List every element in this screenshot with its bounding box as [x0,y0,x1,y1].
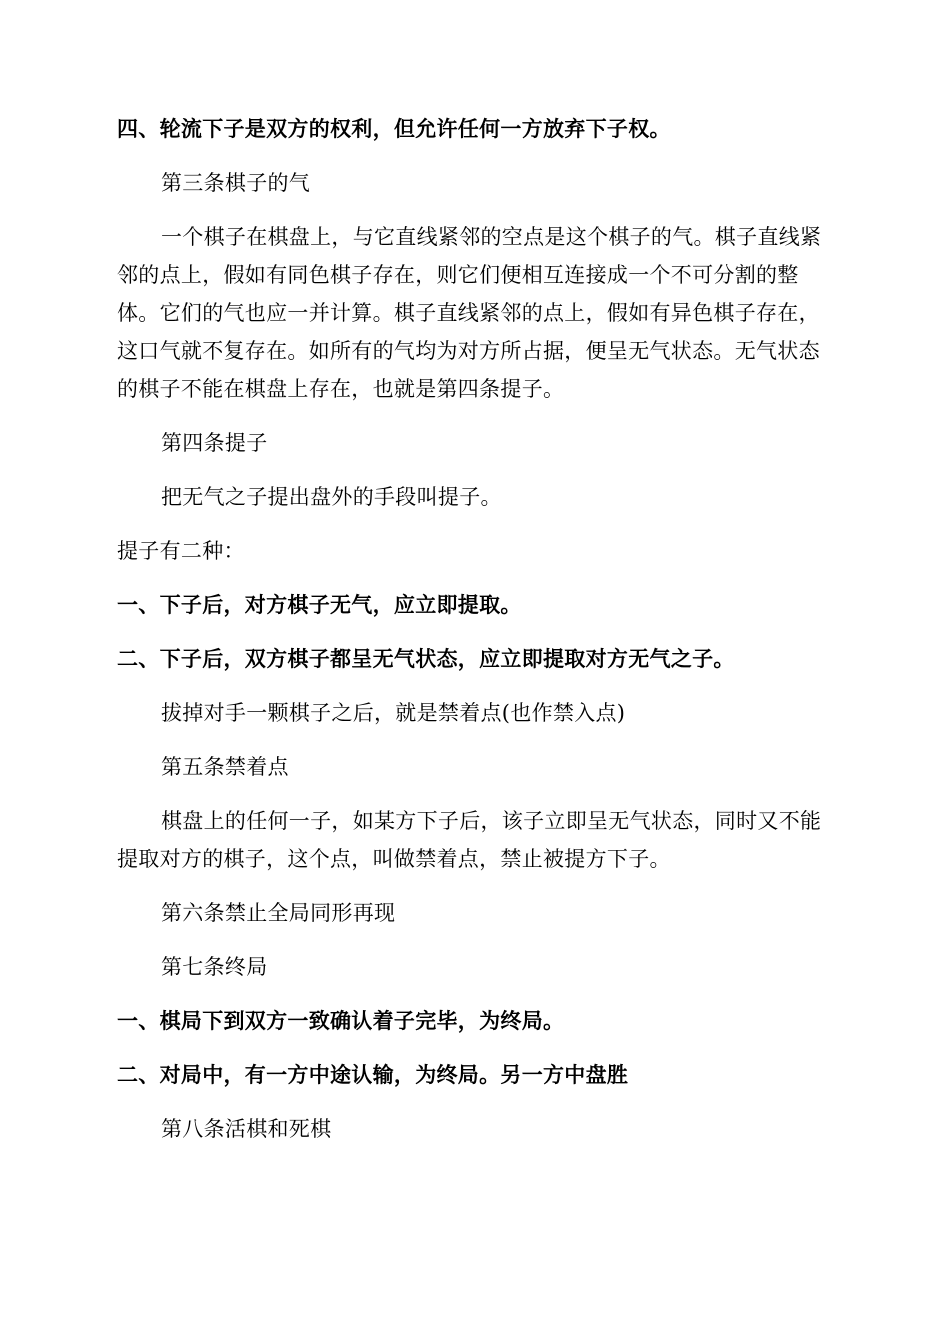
article-four-heading: 第四条提子 [161,431,268,455]
article-three-heading: 第三条棋子的气 [161,171,311,195]
article-seven-heading: 第七条终局 [161,955,268,979]
capture-types-intro: 提子有二种： [117,539,245,563]
article-four-body: 把无气之子提出盘外的手段叫提子。 [161,485,502,509]
article-eight-heading: 第八条活棋和死棋 [161,1117,332,1141]
capture-type-two: 二、下子后，双方棋子都呈无气状态，应立即提取对方无气之子。 [117,646,735,671]
capture-type-one: 一、下子后，对方棋子无气，应立即提取。 [117,592,522,617]
document-body [117,110,835,1164]
article-six-heading: 第六条禁止全局同形再现 [161,901,396,925]
game-end-clause-two: 二、对局中，有一方中途认输，为终局。另一方中盘胜 [117,1062,629,1087]
article-five-body: 棋盘上的任何一子，如某方下子后，该子立即呈无气状态，同时又不能提取对方的棋子，这个点，叫做禁着点，禁止被提方下子。 [117,809,822,871]
game-end-clause-one: 一、棋局下到双方一致确认着子完毕，为终局。 [117,1008,565,1033]
forbidden-point-note: 拔掉对手一颗棋子之后，就是禁着点(也作禁入点) [161,701,626,725]
article-three-body: 一个棋子在棋盘上，与它直线紧邻的空点是这个棋子的气。棋子直线紧邻的点上，假如有同色棋子存在，则它们便相互连接成一个不可分割的整体。它们的气也应一并计算。棋子直线紧邻的点上，假如有异色棋子存在，这口气就不复存在。如所有的气均为对方所占据，便呈无气状态。无气状态的棋子不能在棋盘上存在，也就是第四条提子。 [117,225,822,401]
article-five-heading: 第五条禁着点 [161,755,289,779]
rule-clause-four: 四、轮流下子是双方的权利，但允许任何一方放弃下子权。 [117,116,671,141]
